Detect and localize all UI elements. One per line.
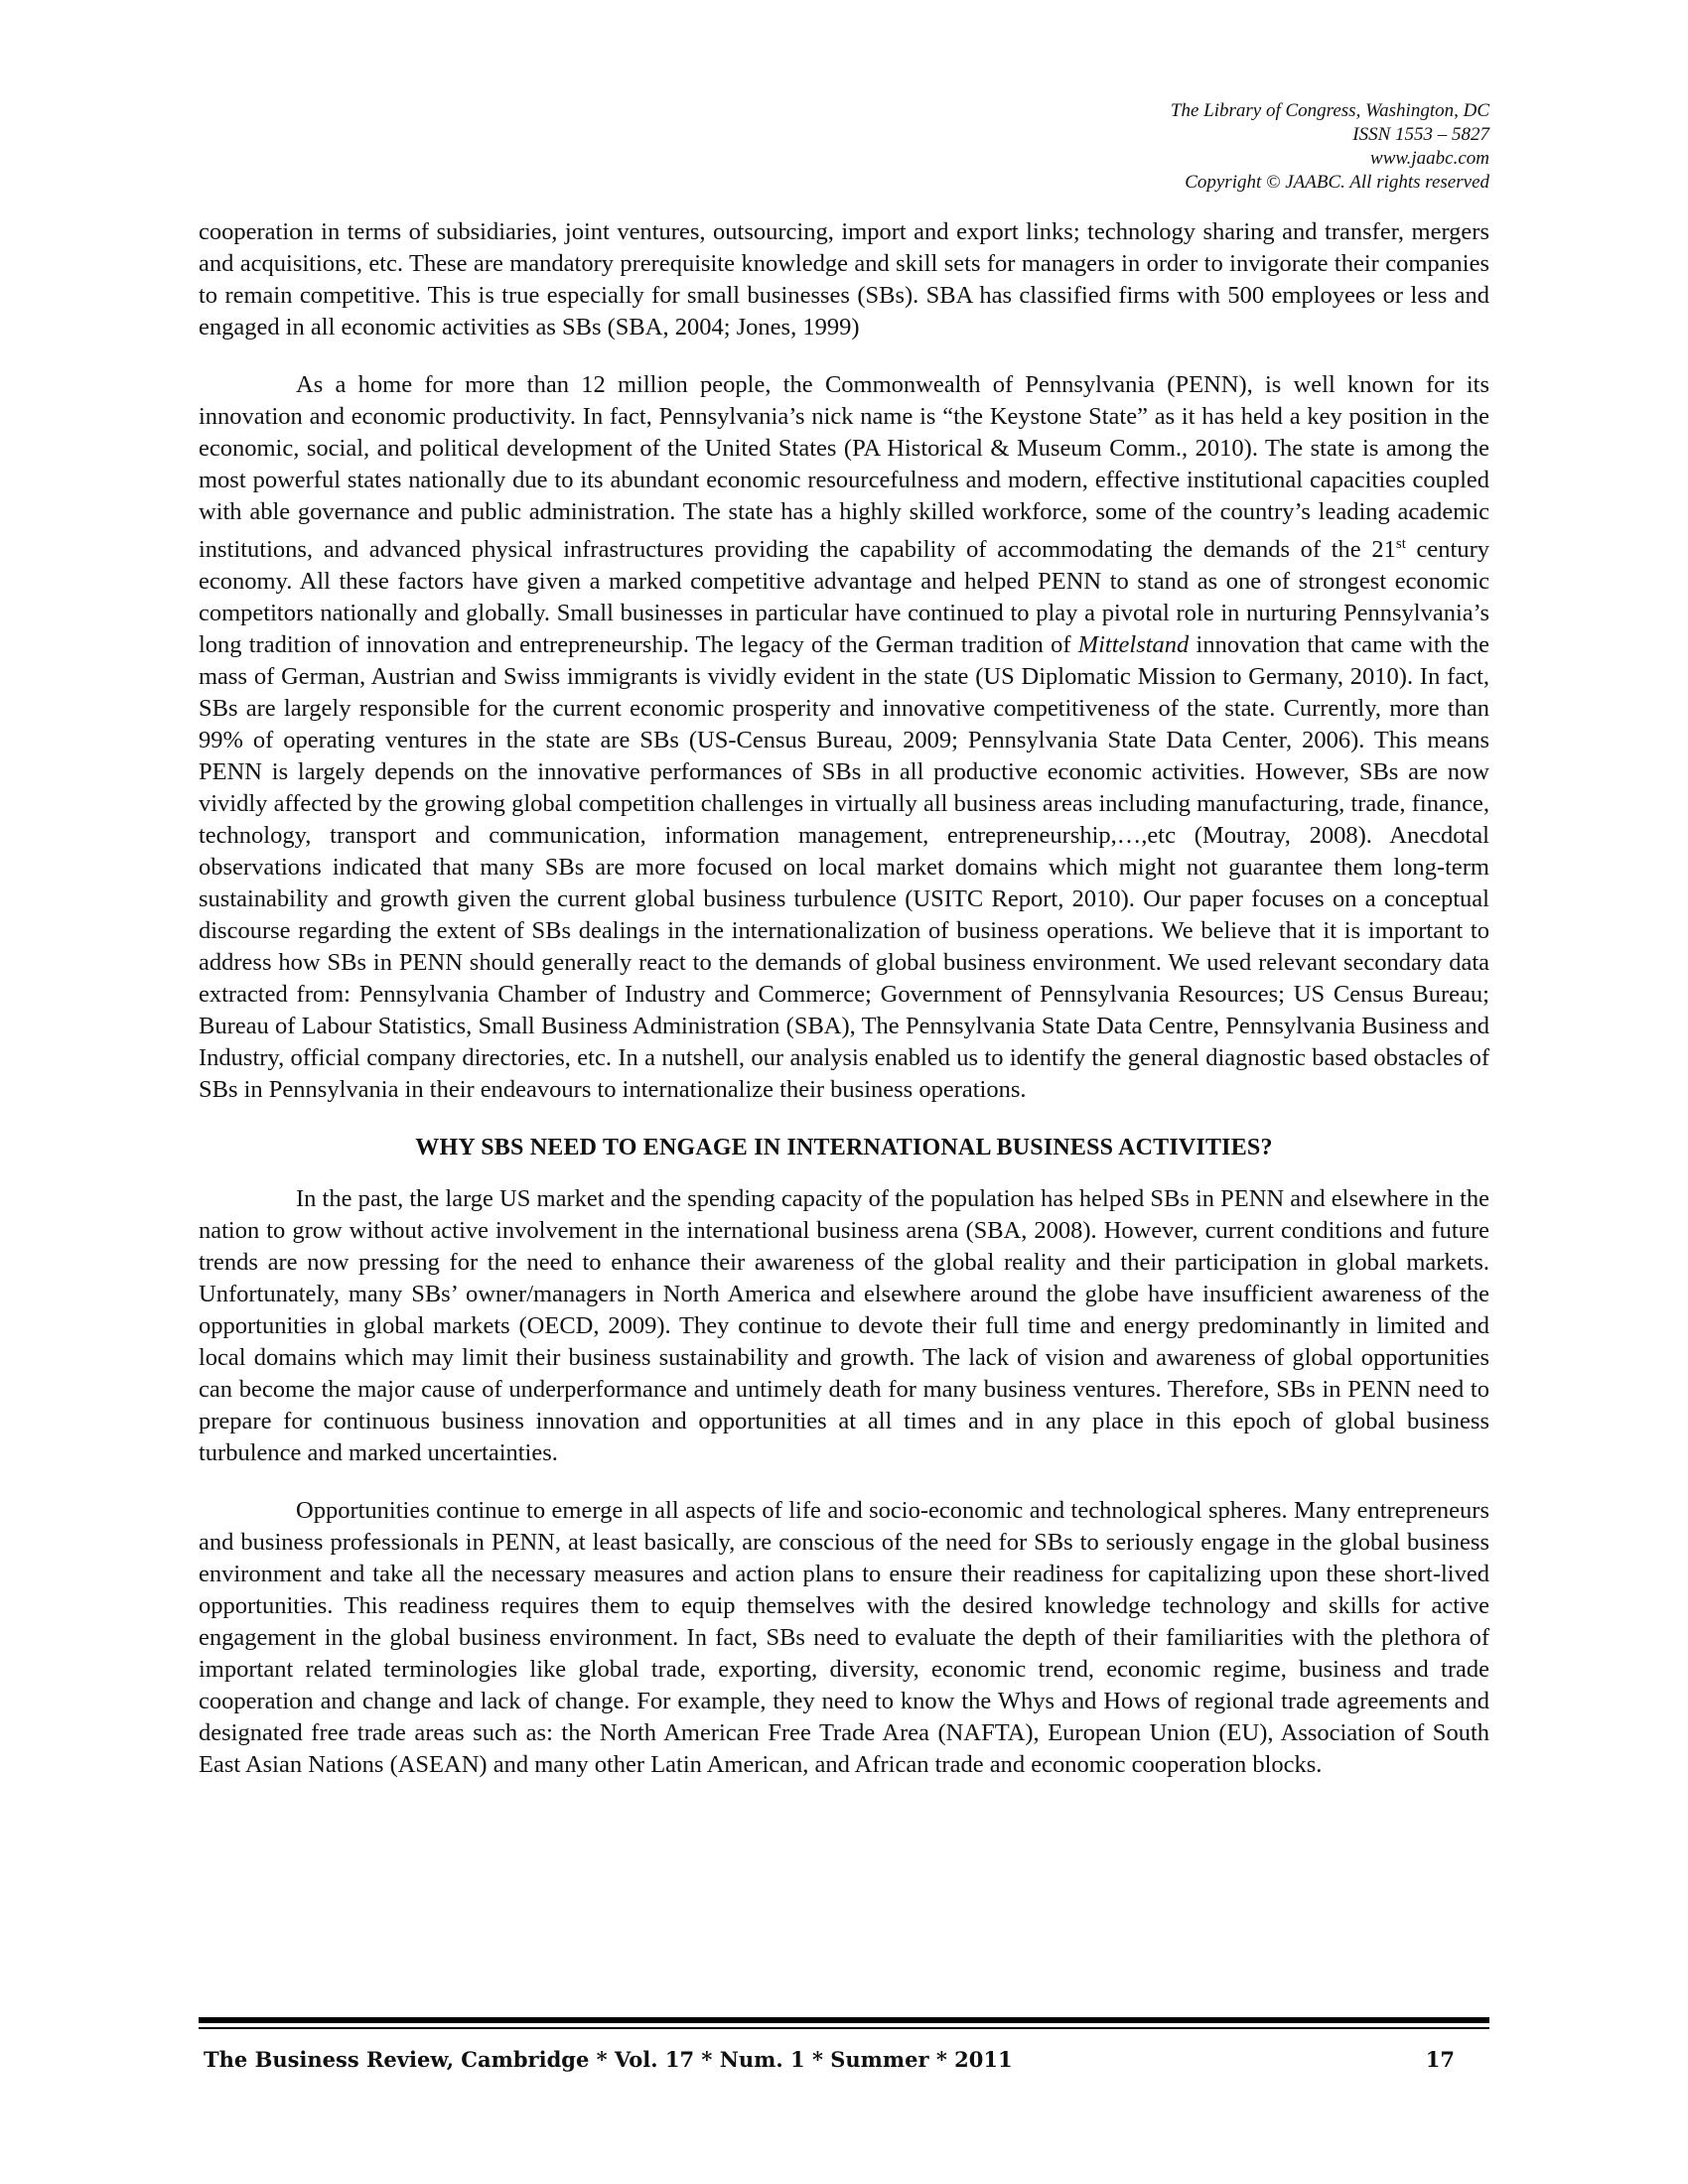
paragraph-1: cooperation in terms of subsidiaries, joint ventures, outsourcing, import and export links; technology sharing and transfer, mergers and acquisitions, etc. These are mandatory prerequisite knowledge and skill sets for managers in order to invigorate their companies to remain competitive. This is true especially for small businesses (SBs). SBA has classified firms with 500 employees or less and engaged in all economic activities as SBs (SBA, 2004; Jones, 1999) [199,218,1489,341]
footer-rule-thin [199,2027,1489,2029]
superscript-st: st [1395,536,1406,552]
paragraph-2-part-a: As a home for more than 12 million people, the Commonwealth of Pennsylvania (PENN), is well known for its innovation and economic productivity. In fact, Pennsylvania’s nick name is “the Keystone State” as it has held a key position in the economic, social, and political development of the United States (PA Historical & Museum Comm., 2010). The state is among the most powerful states nationally due to its abundant economic resourcefulness and modern, effective institutional capacities coupled with able governance and public administration. The state has a highly skilled workforce, some of the country’s leading academic institutions, and advanced physical infrastructures providing the capability of accommodating the demands of the 21 [199,371,1489,564]
paragraph-2-part-b: century economy. All these factors have given a marked competitive advantage and helped PENN to stand as one of strongest economic competitors nationally and globally. Small businesses in particular have continued to play a pivotal role in nurturing Pennsylvania’s long tradition of innovation and entrepreneurship. The legacy of the German tradition of [199,536,1489,659]
header-website: www.jaabc.com [1370,148,1489,169]
page-number: 17 [1425,2047,1455,2072]
header-copyright: Copyright © JAABC. All rights reserved [1185,172,1489,193]
paragraph-2-part-c: innovation that came with the mass of German, Austrian and Swiss immigrants is vividly evident in the state (US Diplomatic Mission to Germany, 2010). In fact, SBs are largely responsible for the current economic prosperity and innovative competitiveness of the state. Currently, more than 99% of operating ventures in the state are SBs (US-Census Bureau, 2009; Pennsylvania State Data Center, 2006). This means PENN is largely depends on the innovative performances of SBs in all productive economic activities. However, SBs are now vividly affected by the growing global competition challenges in virtually all business areas including manufacturing, trade, finance, technology, transport and communication, information management, entrepreneurship,…,etc (Moutray, 2008). Anecdotal observations indicated that many SBs are more focused on local market domains which might not guarantee them long-term sustainability and growth given the current global business turbulence (USITC Report, 2010). Our paper focuses on a conceptual discourse regarding the extent of SBs dealings in the internationalization of business operations. We believe that it is important to address how SBs in PENN should generally react to the demands of global business environment. We used relevant secondary data extracted from: Pennsylvania Chamber of Industry and Commerce; Government of Pennsylvania Resources; US Census Bureau; Bureau of Labour Statistics, Small Business Administration (SBA), The Pennsylvania State Data Centre, Pennsylvania Business and Industry, official company directories, etc. In a nutshell, our analysis enabled us to identify the general diagnostic based obstacles of SBs in Pennsylvania in their endeavours to internationalize their business operations. [199,631,1489,1104]
header-publisher: The Library of Congress, Washington, DC [1170,100,1489,121]
paragraph-3: In the past, the large US market and the spending capacity of the population has helped SBs in PENN and elsewhere in the nation to grow without active involvement in the international business arena (SBA, 2008). However, current conditions and future trends are now pressing for the need to enhance their awareness of the global reality and their participation in global markets. Unfortunately, many SBs’ owner/managers in North America and elsewhere around the globe have insufficient awareness of the opportunities in global markets (OECD, 2009). They continue to devote their full time and energy predominantly in limited and local domains which may limit their business sustainability and growth. The lack of vision and awareness of global opportunities can become the major cause of underperformance and untimely death for many business ventures. Therefore, SBs in PENN need to prepare for continuous business innovation and opportunities at all times and in any place in this epoch of global business turbulence and marked uncertainties. [199,1185,1489,1467]
article-body [199,216,1489,1807]
paragraph-2 [199,369,1489,1106]
paragraph-4: Opportunities continue to emerge in all aspects of life and socio-economic and technological spheres. Many entrepreneurs and business professionals in PENN, at least basically, are conscious of the need for SBs to seriously engage in the global business environment and take all the necessary measures and action plans to ensure their readiness for capitalizing upon these short-lived opportunities. This readiness requires them to equip themselves with the desired knowledge technology and skills for active engagement in the global business environment. In fact, SBs need to evaluate the depth of their familiarities with the plethora of important related terminologies like global trade, exporting, diversity, economic trend, economic regime, business and trade cooperation and change and lack of change. For example, they need to know the Whys and Hows of regional trade agreements and designated free trade areas such as: the North American Free Trade Area (NAFTA), European Union (EU), Association of South East Asian Nations (ASEAN) and many other Latin American, and African trade and economic cooperation blocks. [199,1497,1489,1779]
page-header [794,99,1489,195]
italic-mittelstand: Mittelstand [1077,631,1190,659]
footer-rule-thick [199,2017,1489,2023]
footer-journal-citation: The Business Review, Cambridge * Vol. 17 * Num. 1 * Summer * 2011 [204,2047,1013,2072]
section-heading: WHY SBS NEED TO ENGAGE IN INTERNATIONAL BUSINESS ACTIVITIES? [415,1135,1273,1161]
header-issn: ISSN 1553 – 5827 [1352,124,1489,145]
